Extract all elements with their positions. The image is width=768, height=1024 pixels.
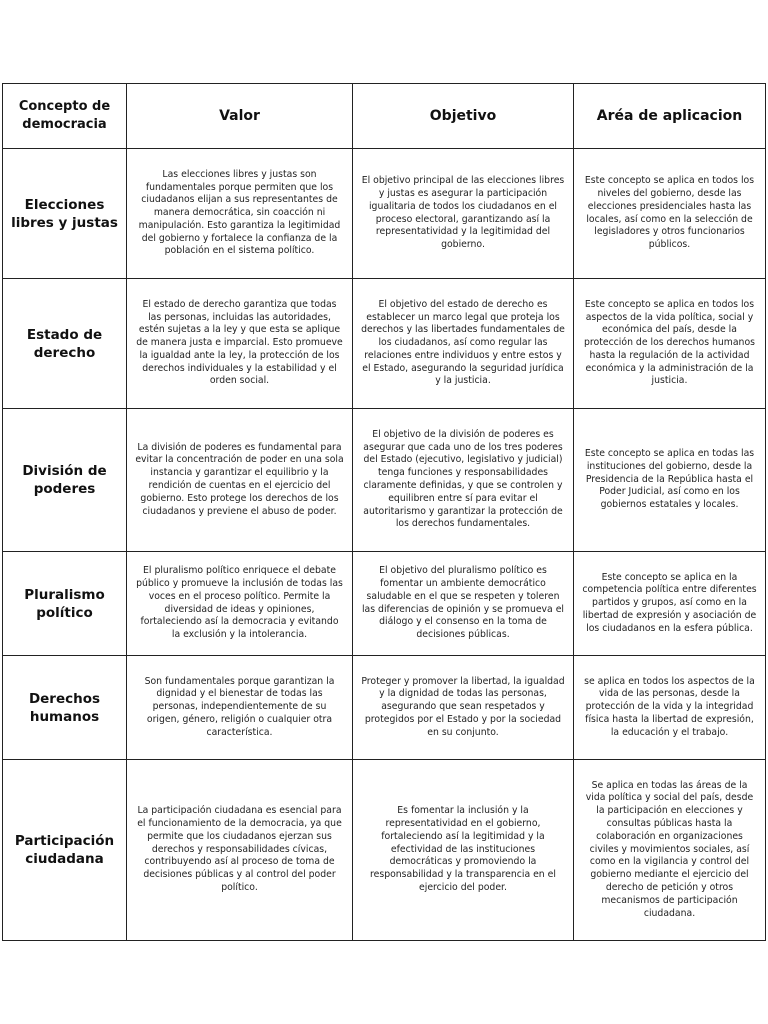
area-cell: Se aplica en todas las áreas de la vida política y social del país, desde la participación en elecciones y consultas públicas hasta la colaboración en organizaciones civiles y movimientos sociales, así como en la vigilancia y control del gobierno mediante el ejercicio del derecho de petición y otros mecanismos de participación ciudadana. xyxy=(574,760,766,941)
area-cell: Este concepto se aplica en todas las instituciones del gobierno, desde la Presidencia de la República hasta el Poder Judicial, así como en los gobiernos estatales y locales. xyxy=(574,409,766,552)
valor-cell: Las elecciones libres y justas son fundamentales porque permiten que los ciudadanos elijan a sus representantes de manera democrática, sin coacción ni manipulación. Esto garantiza la legitimidad del gobierno y fortalece la confianza de la población en el sistema político. xyxy=(127,149,353,279)
table-header-row xyxy=(3,84,766,149)
concept-cell: División de poderes xyxy=(3,409,127,552)
objetivo-cell: Es fomentar la inclusión y la representatividad en el gobierno, fortaleciendo así la legitimidad y la efectividad de las instituciones democráticas y promoviendo la responsabilidad y la transparencia en el ejercicio del poder. xyxy=(353,760,574,941)
header-valor: Valor xyxy=(127,84,353,149)
area-cell: Este concepto se aplica en todos los aspectos de la vida política, social y económica del país, desde la protección de los derechos humanos hasta la regulación de la actividad económica y la administración de la justicia. xyxy=(574,279,766,409)
table-row xyxy=(3,760,766,941)
objetivo-cell: El objetivo del pluralismo político es fomentar un ambiente democrático saludable en el que se respeten y toleren las diferencias de opinión y se promueva el diálogo y el consenso en la toma de decisiones públicas. xyxy=(353,552,574,656)
valor-cell: La participación ciudadana es esencial para el funcionamiento de la democracia, ya que permite que los ciudadanos ejerzan sus derechos y responsabilidades cívicas, contribuyendo así al proceso de toma de decisiones públicas y al control del poder político. xyxy=(127,760,353,941)
table-row xyxy=(3,552,766,656)
concept-cell: Estado de derecho xyxy=(3,279,127,409)
objetivo-cell: Proteger y promover la libertad, la igualdad y la dignidad de todas las personas, asegurando que sean respetados y protegidos por el Estado y por la sociedad en su conjunto. xyxy=(353,656,574,760)
table-row xyxy=(3,149,766,279)
concept-cell: Derechos humanos xyxy=(3,656,127,760)
area-cell: Este concepto se aplica en la competencia política entre diferentes partidos y grupos, así como en la libertad de expresión y asociación de los ciudadanos en la esfera pública. xyxy=(574,552,766,656)
objetivo-cell: El objetivo principal de las elecciones libres y justas es asegurar la participación igualitaria de todos los ciudadanos en el proceso electoral, garantizando así la representatividad y la legitimidad del gobierno. xyxy=(353,149,574,279)
valor-cell: El estado de derecho garantiza que todas las personas, incluidas las autoridades, estén sujetas a la ley y que esta se aplique de manera justa e imparcial. Esto promueve la igualdad ante la ley, la protección de los derechos individuales y la estabilidad y el orden social. xyxy=(127,279,353,409)
valor-cell: El pluralismo político enriquece el debate público y promueve la inclusión de todas las voces en el proceso político. Permite la diversidad de ideas y opiniones, fortaleciendo así la democracia y evitando la exclusión y la intolerancia. xyxy=(127,552,353,656)
valor-cell: La división de poderes es fundamental para evitar la concentración de poder en una sola instancia y garantizar el equilibrio y la rendición de cuentas en el ejercicio del gobierno. Esto protege los derechos de los ciudadanos y previene el abuso de poder. xyxy=(127,409,353,552)
objetivo-cell: El objetivo de la división de poderes es asegurar que cada uno de los tres poderes del Estado (ejecutivo, legislativo y judicial) tenga funciones y responsabilidades claramente definidas, y que se controlen y equilibren entre sí para evitar el autoritarismo y garantizar la protección de los derechos fundamentales. xyxy=(353,409,574,552)
objetivo-cell: El objetivo del estado de derecho es establecer un marco legal que proteja los derechos y las libertades fundamentales de los ciudadanos, así como regular las relaciones entre individuos y entre estos y el Estado, asegurando la seguridad jurídica y la justicia. xyxy=(353,279,574,409)
table-row xyxy=(3,409,766,552)
table-row xyxy=(3,656,766,760)
area-cell: se aplica en todos los aspectos de la vida de las personas, desde la protección de la vida y la integridad física hasta la libertad de expresión, la educación y el trabajo. xyxy=(574,656,766,760)
header-concepto: Concepto de democracia xyxy=(3,84,127,149)
header-objetivo: Objetivo xyxy=(353,84,574,149)
concept-cell: Pluralismo político xyxy=(3,552,127,656)
concept-cell: Elecciones libres y justas xyxy=(3,149,127,279)
valor-cell: Son fundamentales porque garantizan la dignidad y el bienestar de todas las personas, independientemente de su origen, género, religión o cualquier otra característica. xyxy=(127,656,353,760)
concept-cell: Participación ciudadana xyxy=(3,760,127,941)
democracy-concepts-table xyxy=(2,83,766,941)
header-area: Aréa de aplicacion xyxy=(574,84,766,149)
table-row xyxy=(3,279,766,409)
area-cell: Este concepto se aplica en todos los niveles del gobierno, desde las elecciones presidenciales hasta las locales, así como en la selección de legisladores y otros funcionarios públicos. xyxy=(574,149,766,279)
